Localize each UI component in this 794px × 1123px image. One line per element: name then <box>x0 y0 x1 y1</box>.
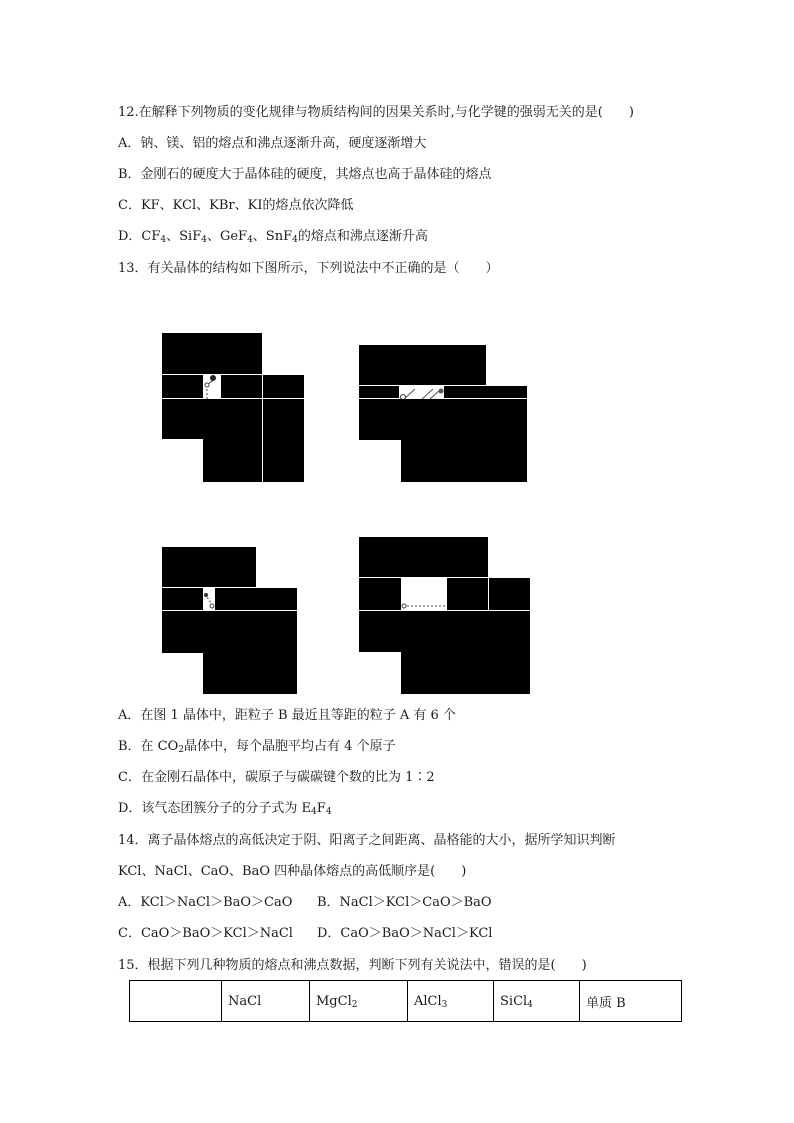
table-header-element-b: 单质 B <box>580 981 682 1022</box>
q14-option-c: C．CaO＞BaO＞KCl＞NaCl <box>118 926 293 941</box>
q12-option-b: B．金刚石的硬度大于晶体硅的硬度，其熔点也高于晶体硅的熔点 <box>118 167 492 182</box>
q13-option-a: A．在图 1 晶体中，距粒子 B 最近且等距的粒子 A 有 6 个 <box>118 708 456 723</box>
table-header-mgcl2: MgCl$_2$ <box>310 981 408 1022</box>
table-cell-empty <box>130 981 222 1022</box>
q14-stem-line-1: 14．离子晶体熔点的高低决定于阴、阳离子之间距离、晶格能的大小，据所学知识判断 <box>118 833 616 848</box>
table-header-nacl: NaCl <box>222 981 310 1022</box>
q13-option-d: D．该气态团簇分子的分子式为 $E_4F_4$ <box>118 801 332 817</box>
q14-option-a: A．KCl＞NaCl＞BaO＞CaO <box>118 895 293 910</box>
q13-option-c: C．在金刚石晶体中，碳原子与碳碳键个数的比为 1∶2 <box>118 770 435 785</box>
q13-option-b: B．在 $CO_2$晶体中，每个晶胞平均占有 4 个原子 <box>118 739 396 755</box>
melting-point-table <box>129 980 682 1022</box>
table-header-sicl4: SiCl$_4$ <box>494 981 580 1022</box>
q12-option-d: D．$CF_4$、SiF$_4$、GeF$_4$、SnF$_4$的熔点和沸点逐渐升高 <box>118 229 428 245</box>
table-header-row <box>130 981 682 1022</box>
q12-option-c: C．KF、KCl、KBr、KI的熔点依次降低 <box>118 198 354 213</box>
q14-option-b: B．NaCl＞KCl＞CaO＞BaO <box>317 895 492 910</box>
q12-stem: 12.在解释下列物质的变化规律与物质结构间的因果关系时,与化学键的强弱无关的是( ) <box>118 105 634 120</box>
q12-option-a: A．钠、镁、铝的熔点和沸点逐渐升高，硬度逐渐增大 <box>118 136 427 151</box>
q13-stem: 13．有关晶体的结构如下图所示，下列说法中不正确的是（ ） <box>118 261 499 276</box>
q14-option-d: D．CaO＞BaO＞NaCl＞KCl <box>317 926 493 941</box>
q14-stem-line-2: KCl、NaCl、CaO、BaO 四种晶体熔点的高低顺序是( ) <box>118 864 467 879</box>
q15-stem: 15．根据下列几种物质的熔点和沸点数据，判断下列有关说法中，错误的是( ) <box>118 958 587 973</box>
table-header-alcl3: AlCl$_3$ <box>408 981 494 1022</box>
